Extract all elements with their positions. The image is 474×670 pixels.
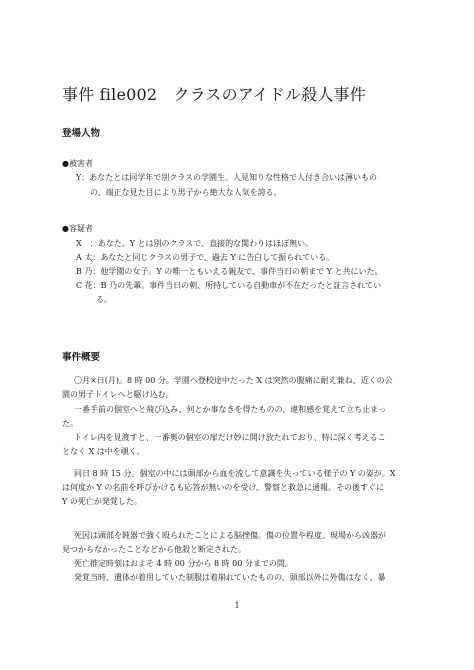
victim-header: ●被害者 xyxy=(62,159,93,168)
suspects-header: ●容疑者 xyxy=(62,224,93,233)
summary-line: た。 xyxy=(62,419,78,428)
summary-line: 死亡推定時刻はおよそ 4 時 00 分から 8 時 00 分までの間。 xyxy=(74,559,293,568)
summary-line: 〇月×日(月)。8 時 00 分。学園へ登校途中だった X は突然の腹痛に耐え兼ね、近くの公 xyxy=(74,376,393,385)
suspect-line: B 乃：他学園の女子。Y の唯一ともいえる親友で、事件当日の朝まで Y と共にいた。 xyxy=(76,267,383,276)
suspect-line: A 太：あなたと同じクラスの男子で、過去 Y に告白して振られている。 xyxy=(76,253,335,262)
victim-line: Y：あなたとは同学年で別クラスの学園生。人見知りな性格で人付き合いは薄いもの xyxy=(76,173,378,182)
suspect-line: X ：あなた。Y とは別のクラスで、直接的な関わりはほぼ無い。 xyxy=(76,239,314,248)
summary-line: 死因は頭部を鈍器で強く殴られたことによる脳挫傷。傷の位置や程度、現場から凶器が xyxy=(74,531,386,540)
suspect-line: る。 xyxy=(96,295,112,304)
summary-line: トイレ内を見渡すと、一番奥の個室の扉だけ妙に開け放たれており、特に深く考えるこ xyxy=(74,433,386,442)
summary-heading: 事件概要 xyxy=(62,352,101,363)
summary-line: 同日 8 時 15 分。個室の中には頭部から血を流して意識を失っている様子の Y の姿が。X xyxy=(74,469,396,478)
page-number: 1 xyxy=(234,601,240,610)
victim-line: の、端正な見た目により男子から絶大な人気を誇る。 xyxy=(90,188,282,197)
document-title: 事件 file002 クラスのアイドル殺人事件 xyxy=(62,85,366,104)
summary-line: 一番手前の個室へと飛び込み、何とか事なきを得たものの、違和感を覚えて立ち止まっ xyxy=(74,405,387,414)
summary-line: は何度か Y の名前を呼びかけるも応答が無いのを受け、警察と救急に通報。その後すぐに xyxy=(62,483,385,492)
characters-heading: 登場人物 xyxy=(62,128,101,139)
suspect-line: C 花：B 乃の先輩。事件当日の朝、所持している自動車が不在だったと証言されてい xyxy=(76,281,382,290)
summary-line: Y の死亡が発覚した。 xyxy=(62,497,142,506)
summary-line: 発覚当時、遺体が着用していた制服は着崩れていたものの、頭部以外に外傷はなく、暴 xyxy=(74,573,386,582)
summary-line: となく X は中を覗く。 xyxy=(62,447,145,456)
summary-line: 園の男子トイレへと駆け込む。 xyxy=(62,390,174,399)
summary-line: 見つからなかったことなどから他殺と断定された。 xyxy=(62,545,246,554)
